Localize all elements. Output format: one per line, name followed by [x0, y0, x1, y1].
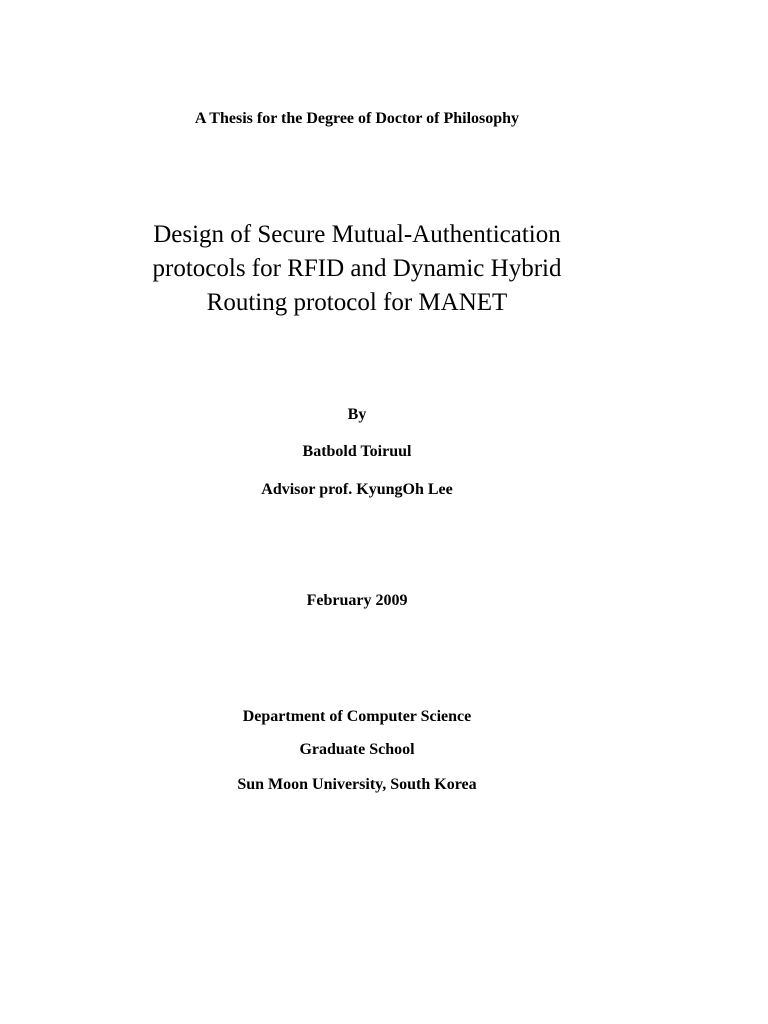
- school-name: Graduate School: [299, 741, 415, 758]
- thesis-title: [0, 218, 714, 320]
- by-label: By: [347, 406, 367, 423]
- submission-date: February 2009: [306, 592, 408, 609]
- thesis-title-line-1: Design of Secure Mutual-Authentication: [153, 221, 561, 248]
- department-name: Department of Computer Science: [242, 708, 472, 725]
- advisor-line: Advisor prof. KyungOh Lee: [261, 481, 453, 498]
- degree-line: A Thesis for the Degree of Doctor of Philosophy: [194, 110, 520, 127]
- author-name: Batbold Toiruul: [302, 443, 412, 460]
- university-name: Sun Moon University, South Korea: [237, 776, 477, 793]
- thesis-title-line-2: protocols for RFID and Dynamic Hybrid: [152, 255, 562, 282]
- thesis-title-line-3: Routing protocol for MANET: [206, 289, 508, 316]
